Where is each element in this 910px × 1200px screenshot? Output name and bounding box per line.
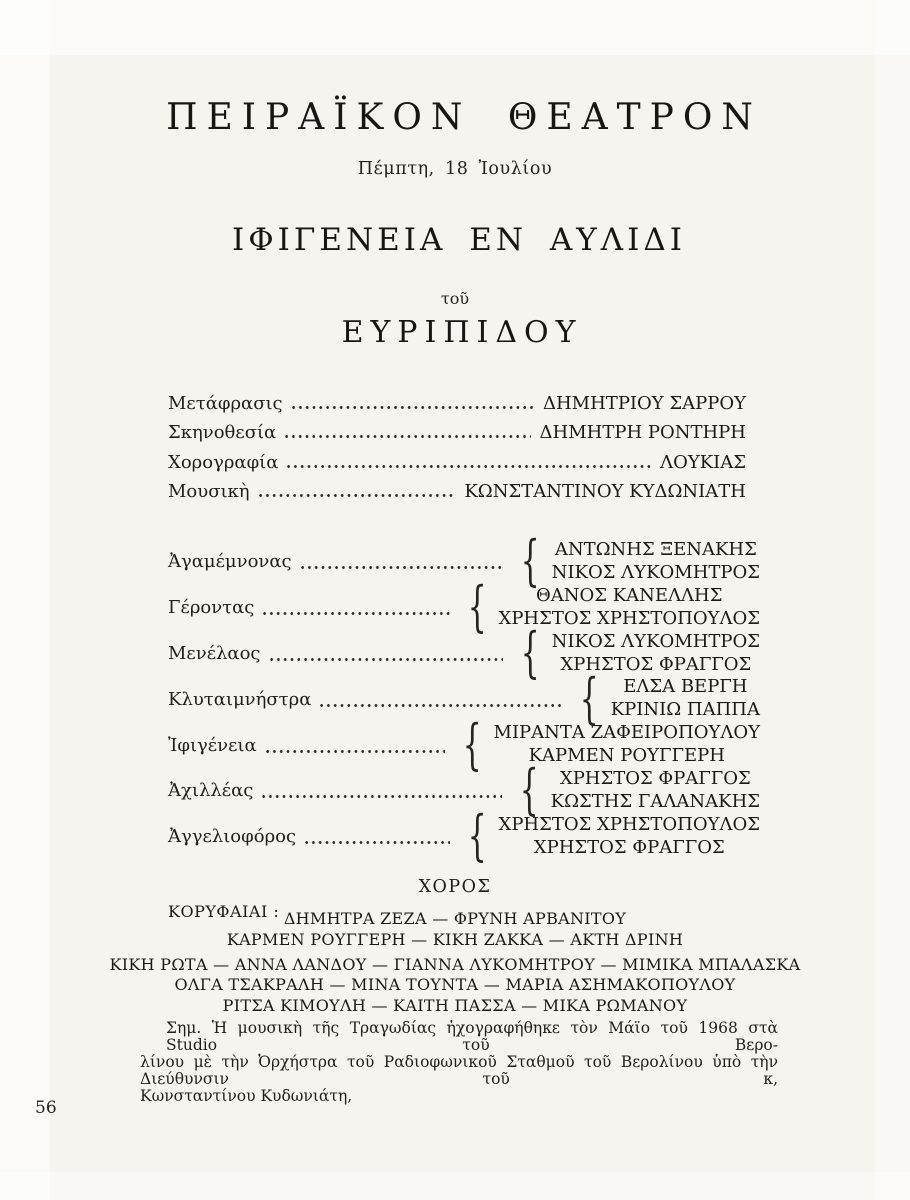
credit-row [168, 443, 746, 473]
performer-name: ΧΡΗΣΤΟΣ ΦΡΑΓΓΟΣ [533, 836, 725, 858]
performer-name: ΚΡΙΝΙΩ ΠΑΠΠΑ [610, 699, 760, 721]
credit-label: Σκηνοθεσία [168, 422, 277, 443]
chorus-leaders-label: ΚΟΡΥΦΑΙΑΙ : [168, 902, 280, 921]
dotted-leader [262, 794, 502, 799]
performer-name: ΧΡΗΣΤΟΣ ΧΡΗΣΤΟΠΟΥΛΟΣ [498, 607, 760, 629]
brace-glyph: { [462, 712, 482, 776]
performer-name: ΚΑΡΜΕΝ ΡΟΥΓΓΕΡΗ [528, 745, 725, 767]
chorus-member-names [0, 955, 910, 1016]
chorus-leader-line: ΚΑΡΜΕΝ ΡΟΥΓΓΕΡΗ — ΚΙΚΗ ΖΑΚΚΑ — ΑΚΤΗ ΔΡΙΝΗ [226, 929, 684, 949]
dotted-leader [270, 657, 504, 662]
performer-name: ΝΙΚΟΣ ΛΥΚΟΜΗΤΡΟΣ [551, 630, 760, 652]
credit-name: ΔΗΜΗΤΡΗ ΡΟΝΤΗΡΗ [539, 422, 746, 443]
performance-date: Πέμπτη, 18 Ἰουλίου [357, 159, 553, 179]
credit-row [168, 384, 746, 414]
chorus-member-line: ΟΛΓΑ ΤΣΑΚΡΑΛΗ — ΜΙΝΑ ΤΟΥΝΤΑ — ΜΑΡΙΑ ΑΣΗΜΑΚΟΠΟΥΛΟΥ [174, 975, 736, 995]
page-edge-right [875, 0, 910, 1200]
cast-role: Μενέλαος [168, 642, 261, 664]
performer-name: ΧΡΗΣΤΟΣ ΦΡΑΓΓΟΣ [559, 767, 751, 789]
author-prefix: τοῦ [440, 289, 470, 308]
play-title: ΙΦΙΓΕΝΕΙΑ ΕΝ ΑΥΛΙΔΙ [231, 222, 686, 258]
credit-label: Μετάφρασις [168, 392, 283, 414]
cast-list [168, 529, 762, 868]
performer-name: ΘΑΝΟΣ ΚΑΝΕΛΛΗΣ [536, 584, 723, 606]
brace-glyph: { [467, 575, 487, 639]
brace-glyph: { [520, 758, 539, 822]
brace-glyph: { [467, 804, 487, 868]
dotted-leader [285, 434, 530, 439]
theatre-title: ΠΕΙΡΑΪΚΟΝ ΘΕΑΤΡΟΝ [166, 97, 762, 138]
cast-row [168, 620, 762, 684]
brace-glyph: { [521, 620, 540, 684]
cast-performers [549, 767, 762, 813]
credit-row [168, 473, 746, 503]
chorus-heading: ΧΟΡΟΣ [418, 877, 492, 897]
dotted-leader [292, 405, 534, 410]
brace-glyph: { [580, 666, 600, 730]
credit-name: ΔΗΜΗΤΡΙΟΥ ΣΑΡΡΟΥ [542, 392, 746, 414]
cast-role: Ἀχιλλέας [168, 780, 254, 802]
note-line: Σημ. Ἡ μουσικὴ τῆς Τραγωδίας ἠχογραφήθηκε τὸν Μάϊο τοῦ 1968 στὰ Studio τοῦ Βερο- [166, 1019, 778, 1054]
page-edge-top [0, 0, 910, 55]
production-credits [168, 384, 746, 502]
performer-name: ΧΡΗΣΤΟΣ ΦΡΑΓΓΟΣ [560, 653, 752, 675]
cast-performers [609, 675, 762, 721]
cast-row [168, 804, 762, 868]
credit-name: ΛΟΥΚΙΑΣ [660, 451, 746, 473]
cast-row [168, 529, 762, 593]
performer-name: ΜΙΡΑΝΤΑ ΖΑΦΕΙΡΟΠΟΥΛΟΥ [493, 722, 760, 744]
chorus-leader-line: ΔΗΜΗΤΡΑ ΖΕΖΑ — ΦΡΥΝΗ ΑΡΒΑΝΙΤΟΥ [283, 909, 627, 928]
dotted-leader [266, 749, 446, 754]
note-line: λίνου μὲ τὴν Ὀρχήστρα τοῦ Ραδιοφωνικοῦ Σταθμοῦ τοῦ Βερολίνου ὑπὸ τὴν Διεύθυνσιν τοῦ κ, [140, 1053, 778, 1088]
cast-role: Ἰφιγένεια [168, 734, 257, 756]
chorus-member-line: ΚΙΚΗ ΡΩΤΑ — ΑΝΝΑ ΛΑΝΔΟΥ — ΓΙΑΝΝΑ ΛΥΚΟΜΗΤΡΟΥ — ΜΙΜΙΚΑ ΜΠΑΛΑΣΚΑ [109, 955, 801, 974]
performer-name: ΚΩΣΤΗΣ ΓΑΛΑΝΑΚΗΣ [550, 790, 760, 812]
page-edge-left [0, 0, 50, 1200]
cast-row [168, 575, 762, 639]
performer-name: ΑΝΤΩΝΗΣ ΞΕΝΑΚΗΣ [554, 538, 757, 560]
cast-role: Ἀγγελιοφόρος [168, 826, 297, 848]
page-edge-bottom [0, 1172, 910, 1200]
performer-name: ΕΛΣΑ ΒΕΡΓΗ [623, 676, 748, 698]
cast-row [168, 712, 762, 776]
cast-role: Ἀγαμέμνονας [168, 551, 292, 573]
note-line: Κωνσταντίνου Κυδωνιάτη, [140, 1087, 353, 1105]
dotted-leader [263, 611, 450, 616]
author-name: ΕΥΡΙΠΙΔΟΥ [341, 315, 583, 350]
chorus-member-line: ΡΙΤΣΑ ΚΙΜΟΥΛΗ — ΚΑΙΤΗ ΠΑΣΣΑ — ΜΙΚΑ ΡΩΜΑΝΟΥ [222, 995, 688, 1015]
cast-role: Κλυταιμνήστρα [168, 688, 312, 710]
dotted-leader [301, 565, 504, 570]
performer-name: ΧΡΗΣΤΟΣ ΧΡΗΣΤΟΠΟΥΛΟΣ [498, 813, 760, 835]
cast-performers [550, 538, 762, 584]
brace-glyph: { [521, 529, 540, 593]
dotted-leader [287, 464, 651, 469]
recording-note [140, 1020, 778, 1105]
credit-label: Μουσικὴ [168, 481, 250, 502]
page-number: 56 [35, 1098, 57, 1118]
credit-row [168, 414, 746, 444]
performer-name: ΝΙΚΟΣ ΛΥΚΟΜΗΤΡΟΣ [551, 561, 760, 583]
cast-role: Γέροντας [168, 597, 255, 619]
credit-name: ΚΩΝΣΤΑΝΤΙΝΟΥ ΚΥΔΩΝΙΑΤΗ [464, 481, 746, 502]
dotted-leader [259, 493, 456, 498]
dotted-leader [320, 703, 562, 708]
credit-label: Χορογραφία [168, 451, 279, 473]
chorus-leader-names [0, 909, 910, 950]
dotted-leader [305, 840, 450, 845]
